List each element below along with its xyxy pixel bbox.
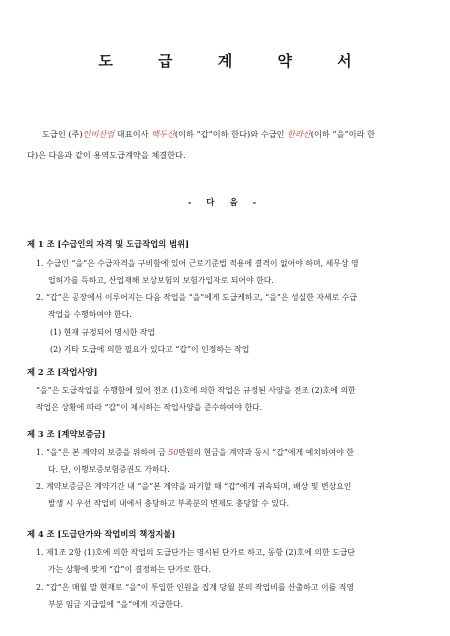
intro-text: (이하 “을”이라 한 (310, 129, 375, 139)
intro-line-2: 다)은 다음과 같이 용역도급계약을 체결한다. (27, 150, 186, 160)
article-4-item-2a: 2. “갑”은 매월 말 현재로 “을”이 투입한 인원을 집계 당월 분의 작업비를 산출하고 이를 직영 (36, 583, 354, 592)
intro-text: 도급인 (주) (42, 129, 83, 139)
article-1-sub-1: (1) 현재 규정되어 명시한 작업 (50, 328, 156, 337)
intro-text: (이하 “갑”이하 한다)와 수급인 (174, 129, 288, 139)
article-3-item-1b: 다. 단, 이행보증보험증권도 가하다. (48, 465, 170, 474)
article-1-item-2b: 작업을 수행하여야 한다. (48, 310, 132, 319)
intro-line-1 (42, 128, 375, 140)
article-4-heading: 제 4 조 [도급단가와 작업비의 책정지불] (27, 529, 176, 539)
article-3-text: 만원의 현금을 계약과 동시 “갑”에게 예치하여야 한 (178, 448, 354, 457)
ceo-name: 백두산 (151, 129, 175, 139)
article-1-item-1a: 1. 수급인 “을”은 수급자격을 구비함에 있어 근로기준법 적용에 결격이 없어야 하며, 세무상 영 (36, 259, 359, 268)
article-1-heading: 제 1 조 [수급인의 자격 및 도급작업의 범위] (27, 239, 190, 249)
article-2-heading: 제 2 조 [작업사양] (27, 367, 98, 377)
center-heading: - 다 음 - (187, 198, 263, 208)
company-name: 인비산업 (82, 129, 115, 139)
intro-text: 대표이사 (114, 129, 152, 139)
article-3-text: 1. “을”은 본 계약의 보증을 위하여 금 (36, 448, 169, 457)
article-2-line-1: “을”은 도급작업을 수행함에 있어 전조 (1)호에 의한 작업은 규정된 사양을 전조 (2)호에 의한 (36, 386, 356, 395)
contractor-name: 한라산 (287, 129, 311, 139)
article-2-line-2: 작업은 상황에 따라 “갑”이 제시하는 작업사양을 준수하여야 한다. (36, 403, 263, 412)
article-3-item-2b: 발생 시 우선 작업비 내에서 충당하고 부족분의 변제도 충당할 수 있다. (48, 499, 290, 508)
article-4-item-1a: 1. 제1조 2항 (1)호에 의한 작업의 도급단가는 명시된 단가로 하고, 동항 (2)호에 의한 도급단 (36, 548, 355, 557)
article-1-item-2a: 2. “갑”은 공장에서 이루어지는 다음 작업을 “을”에게 도급케하고, “을”은 성실한 자세로 수급 (36, 293, 357, 302)
article-3-item-2a: 2. 계약보증금은 계약기간 내 “을”본 계약을 파기할 때 “갑”에게 귀속되며, 배상 및 변상요인 (36, 482, 352, 491)
document-title: 도 급 계 약 서 (98, 52, 372, 70)
article-4-item-2b: 부분 임금 지급일에 “을”에게 지급한다. (48, 600, 183, 609)
article-1-item-1b: 업허가를 득하고, 산업재해 보상보험의 보험가입자로 되어야 한다. (48, 276, 274, 285)
deposit-amount: 50 (168, 448, 179, 457)
article-4-item-1b: 가는 상황에 맞게 “갑”이 결정하는 단가로 한다. (48, 565, 211, 574)
article-3-heading: 제 3 조 [계약보증금] (27, 429, 106, 439)
article-1-sub-2: (2) 기타 도급에 의한 필요가 있다고 “갑”이 인정하는 작업 (50, 345, 250, 354)
article-3-item-1a (36, 447, 354, 458)
